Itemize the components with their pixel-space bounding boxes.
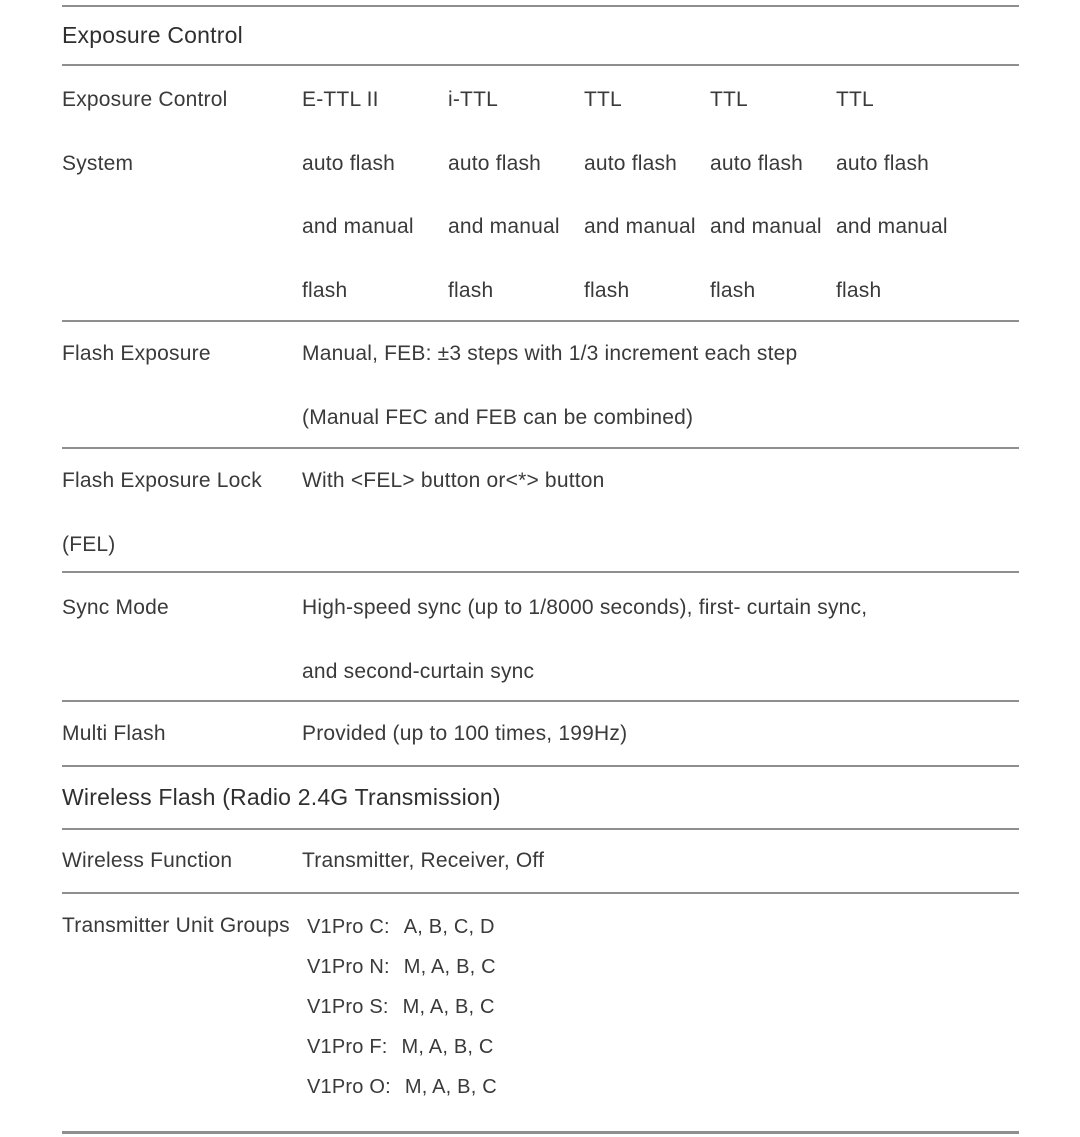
row-label-line: Flash Exposure xyxy=(62,342,211,365)
group-model: V1Pro F: xyxy=(307,1036,388,1058)
row-value xyxy=(302,573,1019,700)
row-value-line: (Manual FEC and FEB can be combined) xyxy=(302,405,694,429)
row-transmitter-unit-groups xyxy=(62,894,1019,1134)
row-value-line: Manual, FEB: ±3 steps with 1/3 increment each step xyxy=(302,342,798,365)
row-label xyxy=(62,573,302,700)
group-line xyxy=(307,1067,1019,1107)
section-heading-text: Wireless Flash (Radio 2.4G Transmission) xyxy=(62,784,501,810)
column-line: auto flash xyxy=(710,151,804,175)
group-units: M, A, B, C xyxy=(404,1076,497,1098)
column-line: TTL xyxy=(710,88,748,111)
row-value-line: Transmitter, Receiver, Off xyxy=(302,849,545,872)
group-model: V1Pro O: xyxy=(307,1076,391,1098)
row-wireless-function xyxy=(62,830,1019,894)
row-label-line: Flash Exposure Lock xyxy=(62,469,262,492)
row-value xyxy=(302,702,1019,765)
row-label xyxy=(62,449,302,571)
column-line: auto flash xyxy=(302,151,396,175)
column-line: auto flash xyxy=(448,151,542,175)
row-flash-exposure xyxy=(62,322,1019,449)
column-line: flash xyxy=(448,278,494,302)
column-line: flash xyxy=(302,278,348,302)
row-value xyxy=(302,322,1019,447)
row-value xyxy=(302,830,1019,892)
system-column-5 xyxy=(836,66,1019,320)
group-model: V1Pro N: xyxy=(307,956,390,978)
column-line: TTL xyxy=(584,88,622,111)
section-heading-text: Exposure Control xyxy=(62,22,243,48)
system-column-2 xyxy=(448,66,584,320)
row-label-line: System xyxy=(62,151,134,175)
column-line: and manual xyxy=(302,215,414,238)
row-label xyxy=(62,702,302,765)
row-label-line: Transmitter Unit Groups xyxy=(62,914,290,937)
group-model: V1Pro S: xyxy=(307,996,389,1018)
row-value xyxy=(302,449,1019,571)
group-line xyxy=(307,987,1019,1027)
section-heading-wireless-flash xyxy=(62,767,1019,830)
row-label xyxy=(62,322,302,447)
group-model: V1Pro C: xyxy=(307,916,390,938)
column-line: E-TTL II xyxy=(302,88,379,111)
column-line: auto flash xyxy=(584,151,678,175)
spec-table xyxy=(62,5,1019,1134)
row-value-line: With <FEL> button or<*> button xyxy=(302,469,605,492)
row-label-line: (FEL) xyxy=(62,532,116,556)
column-line: and manual xyxy=(710,215,822,238)
row-value-line: Provided (up to 100 times, 199Hz) xyxy=(302,722,628,745)
group-units: M, A, B, C xyxy=(403,956,496,978)
group-units: A, B, C, D xyxy=(403,916,495,938)
column-line: and manual xyxy=(584,215,696,238)
row-label-line: Multi Flash xyxy=(62,722,166,745)
row-label-line: Wireless Function xyxy=(62,849,233,872)
row-label xyxy=(62,894,307,1131)
row-label-line: Sync Mode xyxy=(62,596,169,619)
column-line: flash xyxy=(710,278,756,302)
row-value xyxy=(307,894,1019,1131)
row-value-line: High-speed sync (up to 1/8000 seconds), first- curtain sync, xyxy=(302,596,868,619)
group-line xyxy=(307,1027,1019,1067)
column-line: and manual xyxy=(836,215,948,238)
column-line: auto flash xyxy=(836,151,930,175)
column-line: and manual xyxy=(448,215,560,238)
row-sync-mode xyxy=(62,573,1019,702)
row-label xyxy=(62,66,302,320)
row-flash-exposure-lock xyxy=(62,449,1019,573)
column-line: flash xyxy=(584,278,630,302)
row-label xyxy=(62,830,302,892)
row-label-line: Exposure Control xyxy=(62,88,228,111)
system-column-3 xyxy=(584,66,710,320)
row-exposure-control-system xyxy=(62,66,1019,322)
system-column-4 xyxy=(710,66,836,320)
column-line: flash xyxy=(836,278,882,302)
column-line: i-TTL xyxy=(448,88,498,111)
group-units: M, A, B, C xyxy=(401,1036,494,1058)
row-value-line: and second-curtain sync xyxy=(302,659,535,683)
section-heading-exposure-control xyxy=(62,7,1019,66)
system-column-1 xyxy=(302,66,448,320)
group-line xyxy=(307,947,1019,987)
row-multi-flash xyxy=(62,702,1019,767)
group-line xyxy=(307,907,1019,947)
column-line: TTL xyxy=(836,88,874,111)
group-units: M, A, B, C xyxy=(402,996,495,1018)
